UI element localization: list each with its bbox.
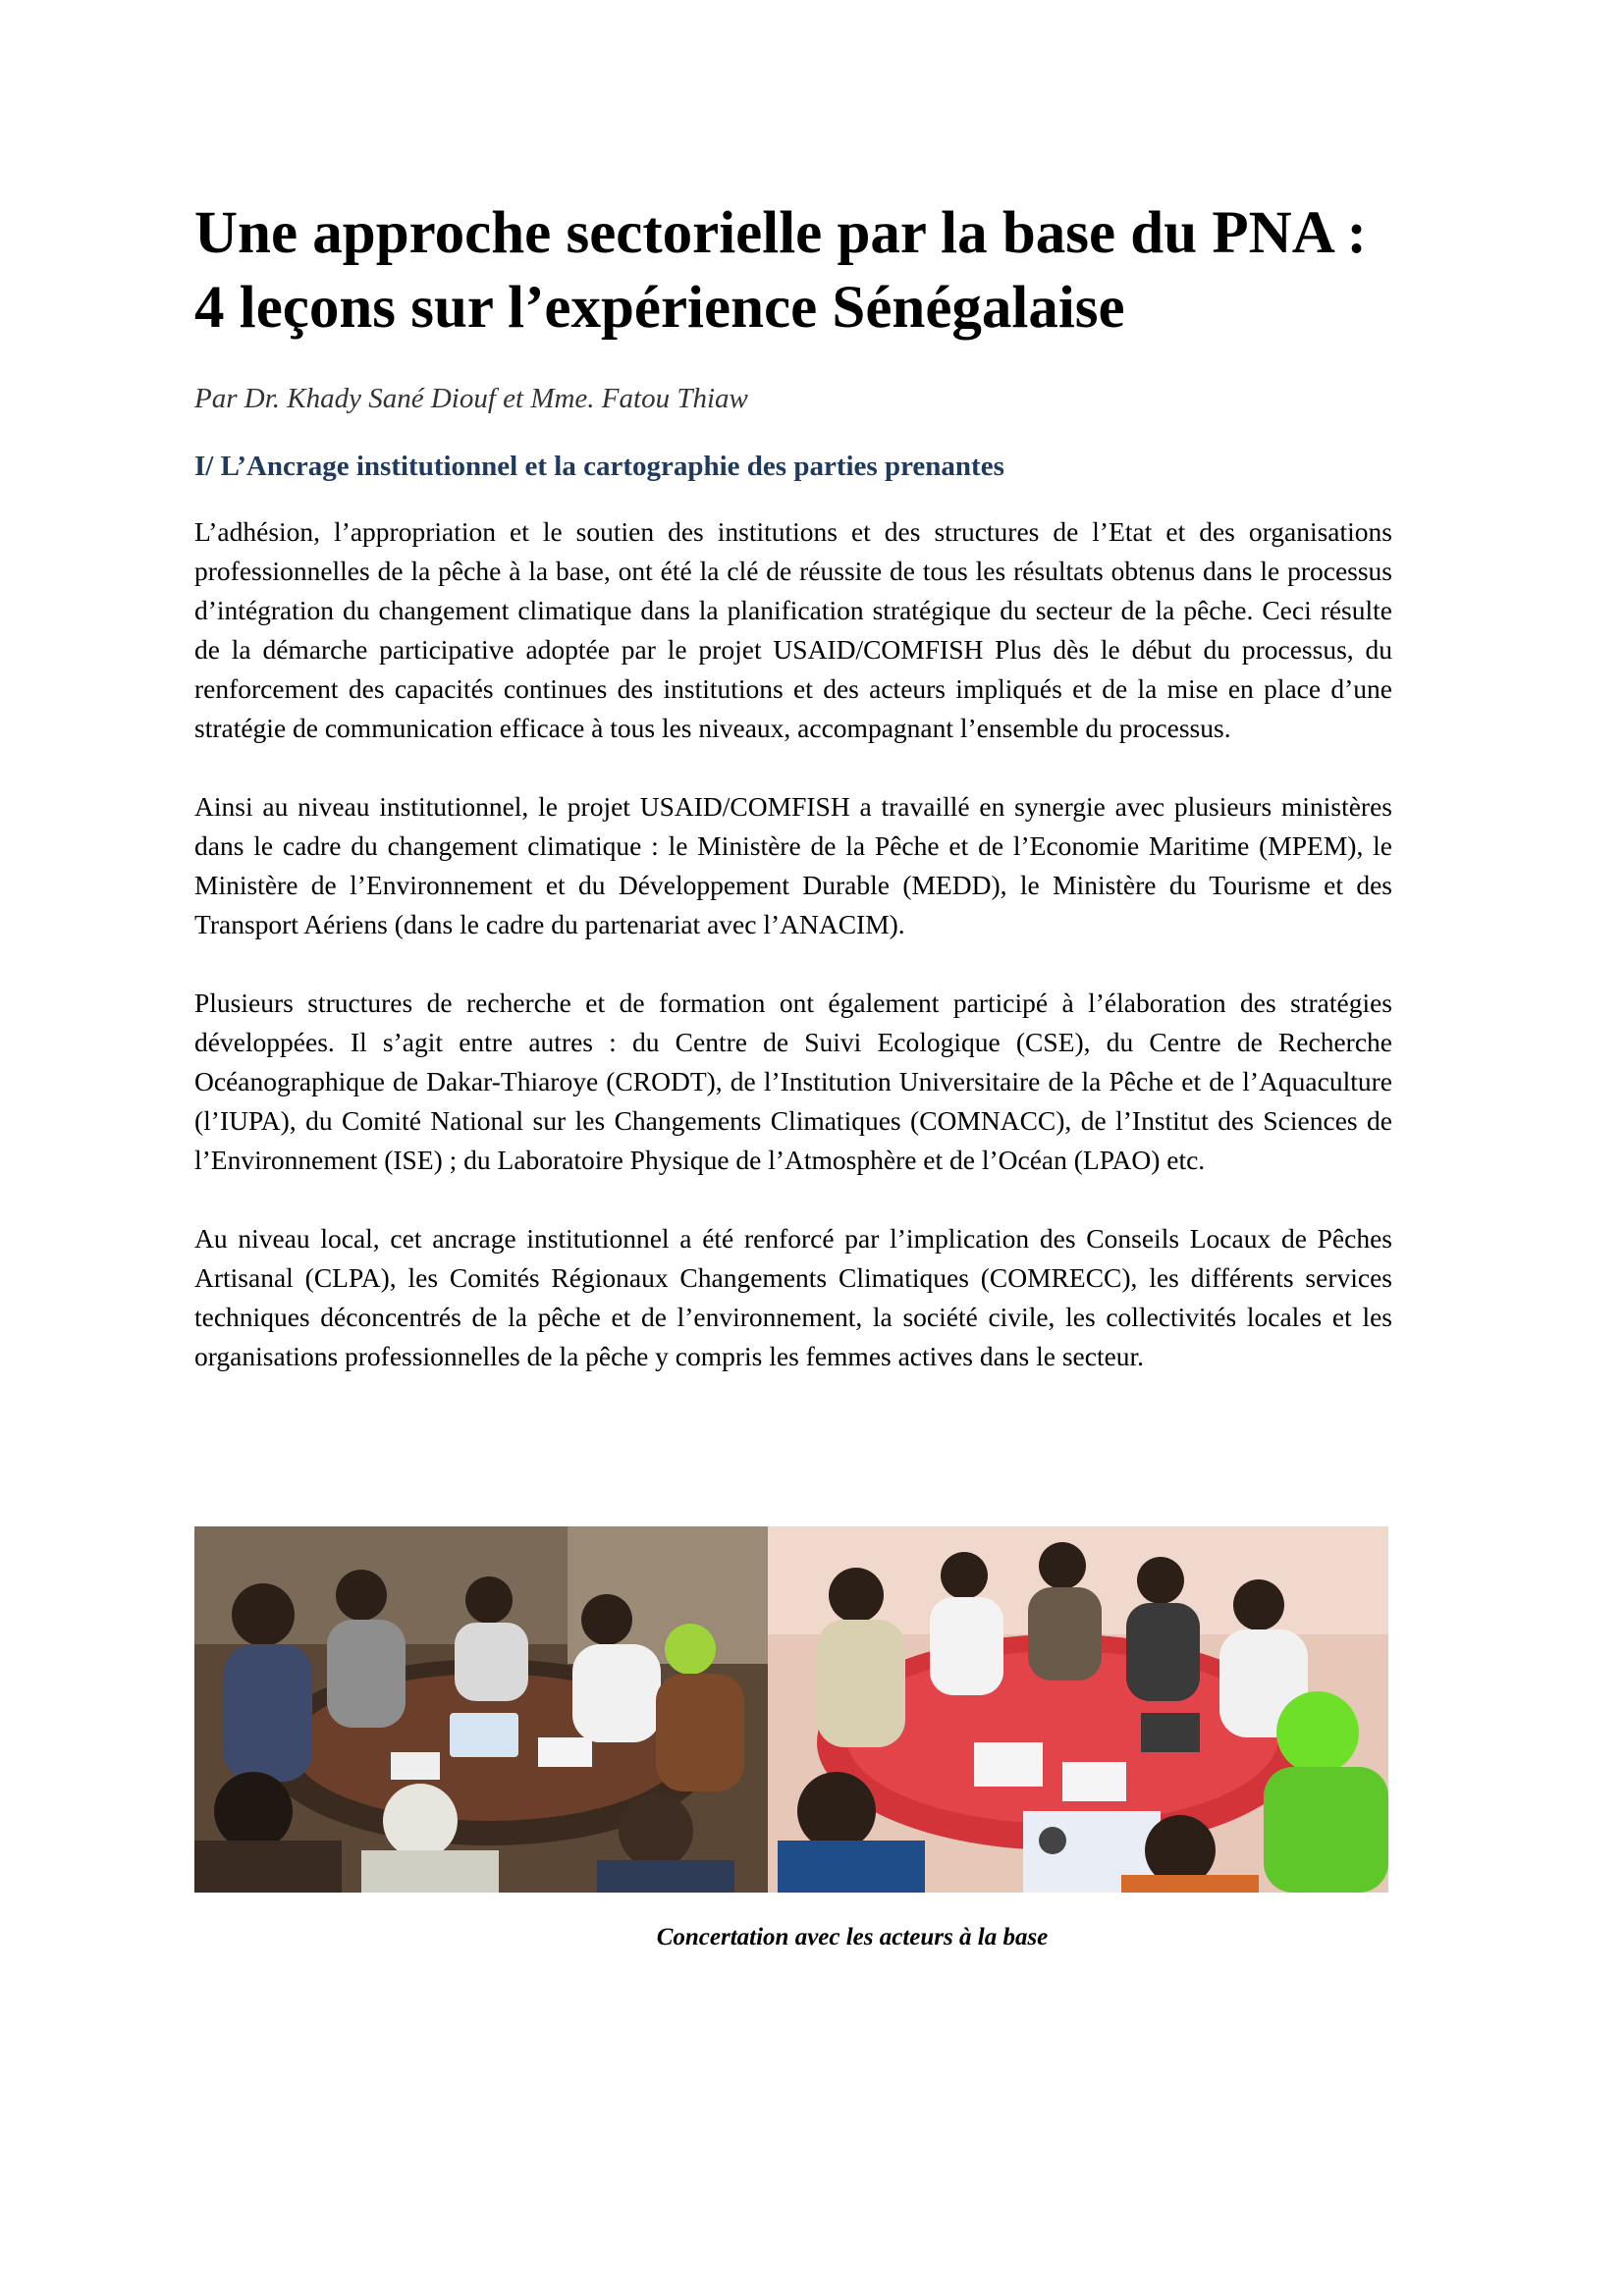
paragraph: L’adhésion, l’appropriation et le soutien des institutions et des structures de l’Etat et des organisations professionnelles de la pêche à la base, ont été la clé de réussite de tous les résultats obtenus dans le processus d’intégration du changement climatique dans la planification stratégique du secteur de la pêche. Ceci résulte de la démarche participative adoptée par le projet USAID/COMFISH Plus dès le début du processus, du renforcement des capacités continues des institutions et des acteurs impliqués et de la mise en place d’une stratégie de communication efficace à tous les niveaux, accompagnant l’ensemble du processus. <box>194 516 1392 743</box>
meeting-photo-left <box>194 1526 768 1893</box>
meeting-photo-right <box>768 1526 1388 1893</box>
meeting-photo-left-image <box>194 1526 768 1893</box>
document-page <box>194 196 1392 1376</box>
photo-caption: Concertation avec les acteurs à la base <box>656 1924 1049 1950</box>
paragraph: Ainsi au niveau institutionnel, le projet USAID/COMFISH a travaillé en synergie avec plusieurs ministères dans le cadre du changement climatique : le Ministère de la Pêche et de l’Economie Maritime (MPEM), le Ministère de l’Environnement et du Développement Durable (MEDD), le Ministère du Tourisme et des Transport Aériens (dans le cadre du partenariat avec l’ANACIM). <box>194 791 1392 939</box>
meeting-photo-right-image <box>768 1526 1388 1893</box>
paragraph: Plusieurs structures de recherche et de formation ont également participé à l’élaboration des stratégies développées. Il s’agit entre autres : du Centre de Suivi Ecologique (CSE), du Centre de Recherche Océanographique de Dakar-Thiaroye (CRODT), de l’Institution Universitaire de la Pêche et de l’Aquaculture (l’IUPA), du Comité National sur les Changements Climatiques (COMNACC), de l’Institut des Sciences de l’Environnement (ISE) ; du Laboratoire Physique de l’Atmosphère et de l’Océan (LPAO) etc. <box>194 988 1392 1175</box>
author-byline: Par Dr. Khady Sané Diouf et Mme. Fatou Thiaw <box>194 383 748 414</box>
photo-strip <box>194 1526 1388 1893</box>
section-heading: I/ L’Ancrage institutionnel et la cartographie des parties prenantes <box>194 451 1004 482</box>
paragraph: Au niveau local, cet ancrage institutionnel a été renforcé par l’implication des Conseils Locaux de Pêches Artisanal (CLPA), les Comités Régionaux Changements Climatiques (COMRECC), les différents services techniques déconcentrés de la pêche et de l’environnement, la société civile, les collectivités locales et les organisations professionnelles de la pêche y compris les femmes actives dans le secteur. <box>194 1223 1392 1371</box>
document-title: Une approche sectorielle par la base du PNA : 4 leçons sur l’expérience Sénégalaise <box>194 200 1367 341</box>
